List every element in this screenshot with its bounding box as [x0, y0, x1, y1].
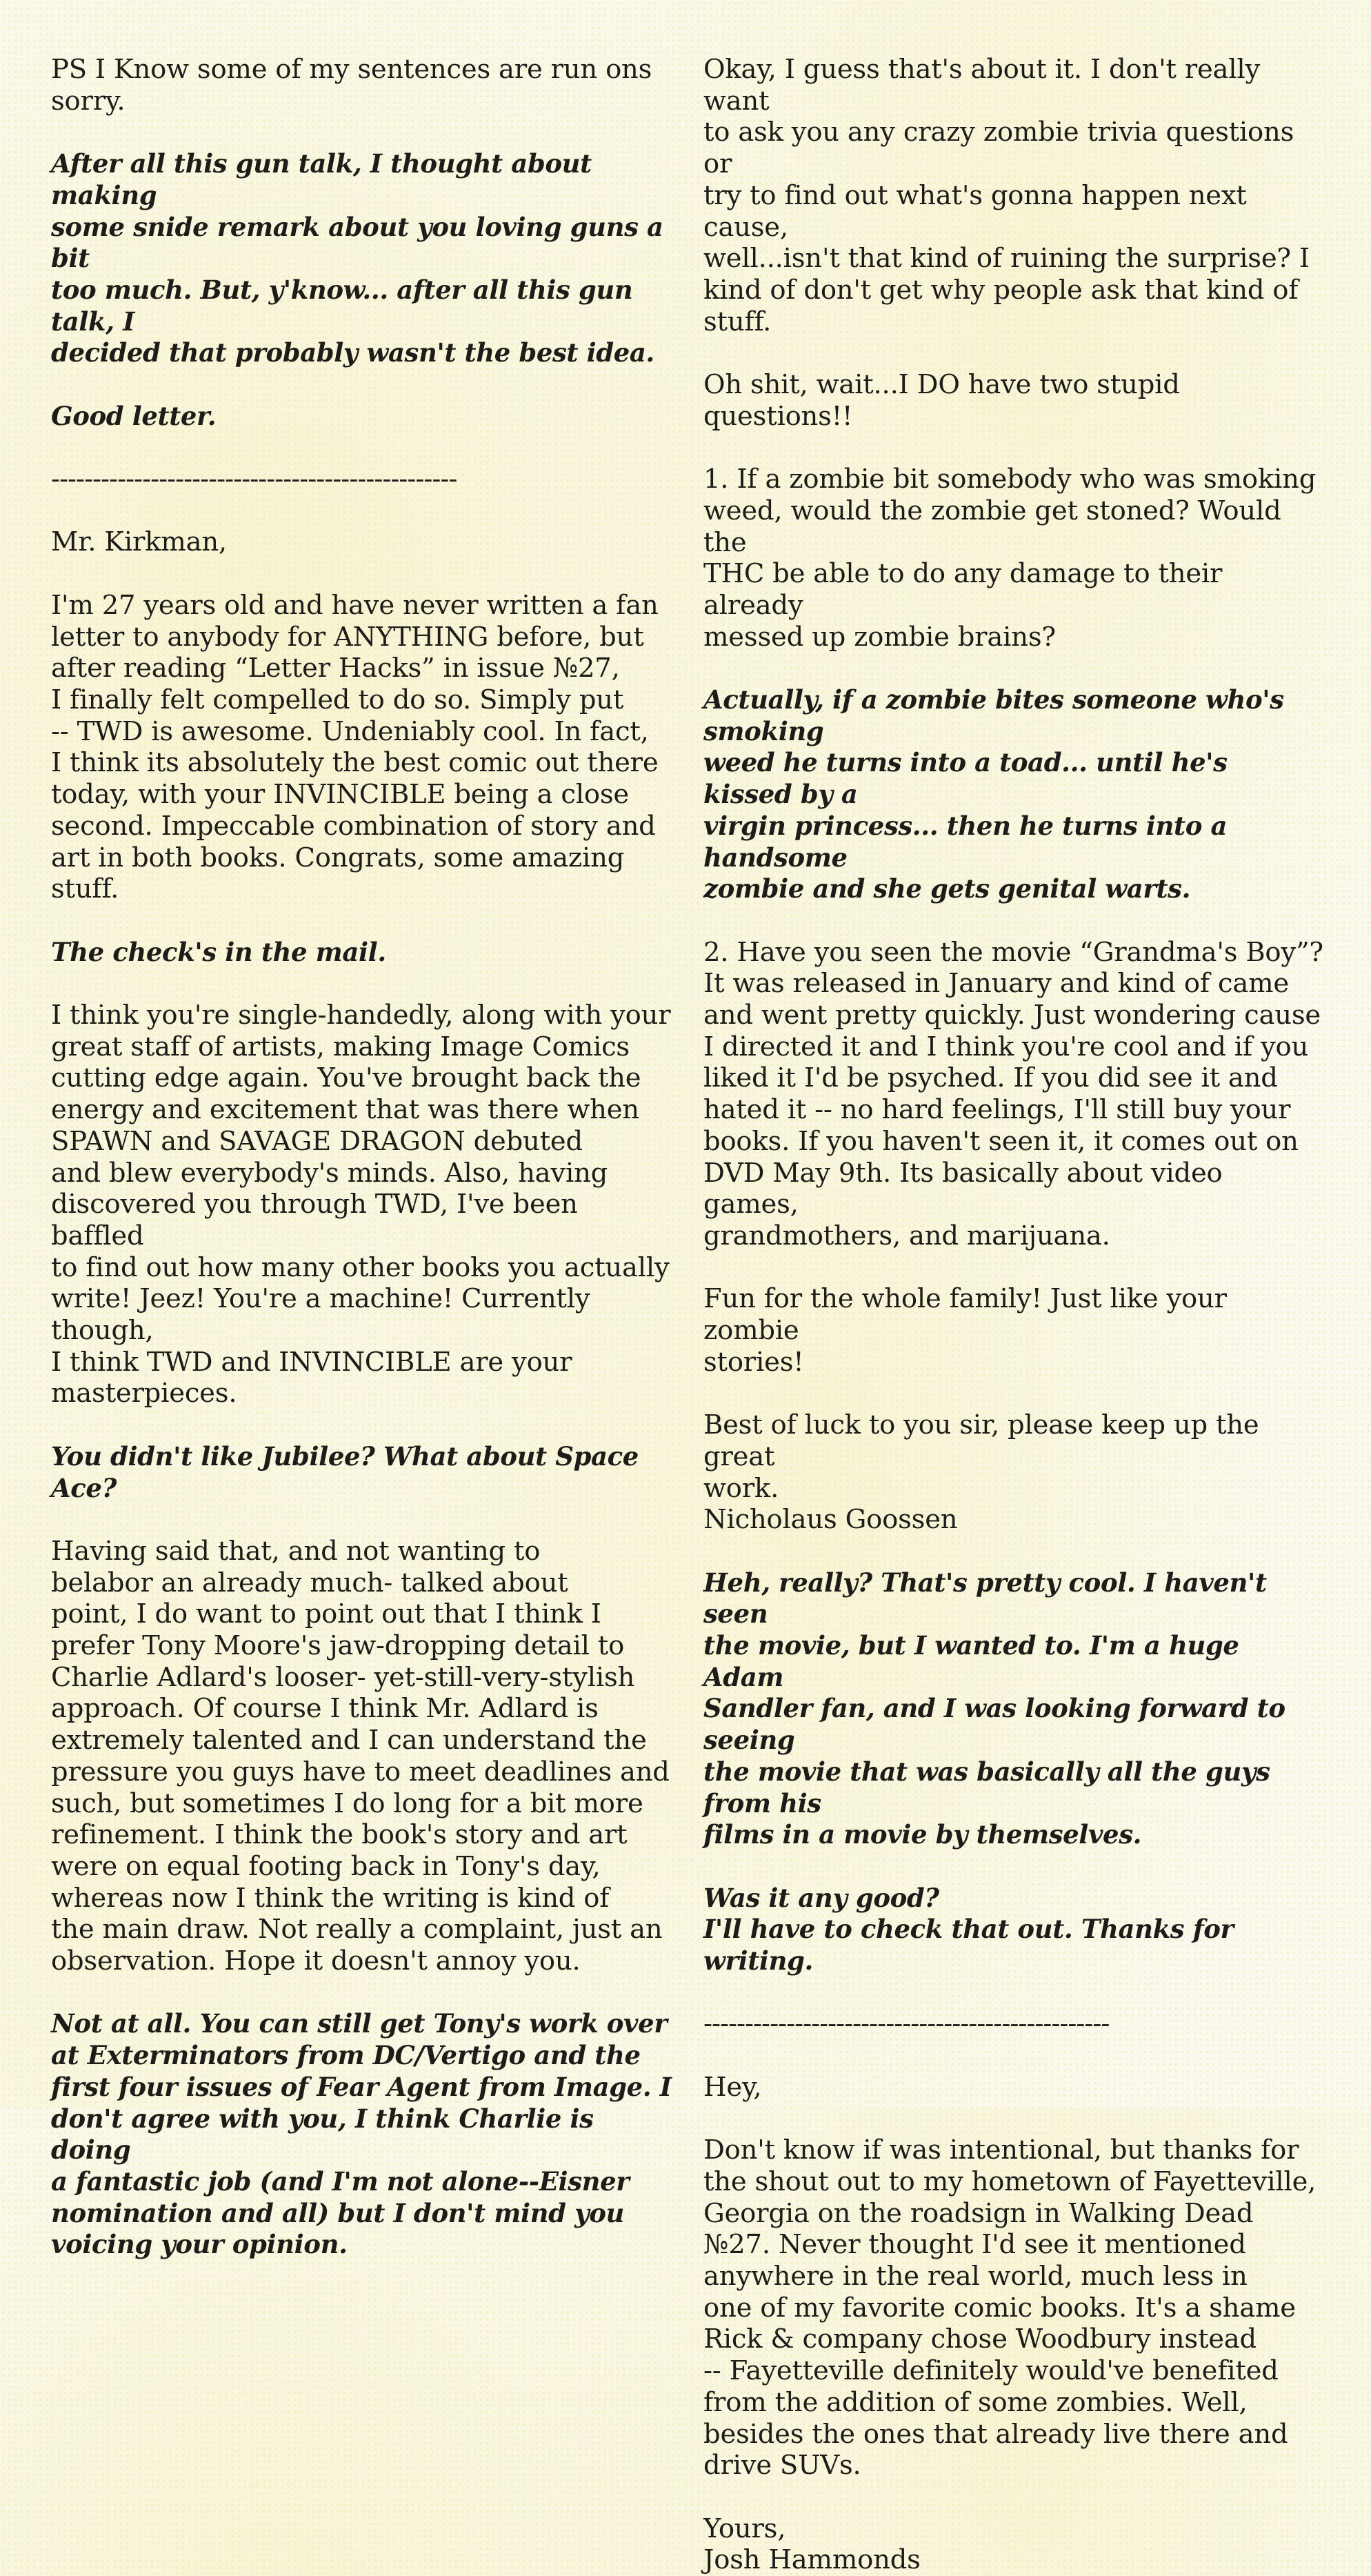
letter-paragraph: Oh shit, wait...I DO have two stupid questions!! — [703, 369, 1180, 432]
letter-paragraph: Okay, I guess that's about it. I don't really want to ask you any crazy zombie trivia questions or try to find out what's gonna happen next cause, well...isn't that kind of ruining the surprise? I kind of don't get why people ask that kind of stuff. — [703, 54, 1310, 337]
letter-divider: ------------------------------------------------- — [703, 2008, 1110, 2040]
letters-column-left — [51, 54, 672, 2292]
editor-reply-any-good: Was it any good? I'll have to check that out. Thanks for writing. — [703, 1882, 1234, 1976]
editor-reply-jubilee: You didn't like Jubilee? What about Space Ace? — [51, 1440, 639, 1503]
letter-paragraph: Having said that, and not wanting to belabor an already much- talked about point, I do want to point out that I think I prefer Tony Moore's jaw-dropping detail to Charlie Adlard's looser- yet-still-very-stylish approach. Of course I think Mr. Adlard is extremely talented and I can understand the pressure you guys have to meet deadlines and such, but sometimes I do long for a bit more refinement. I think the book's story and art were on equal footing back in Tony's day, whereas now I think the writing is kind of the main draw. Not really a complaint, just an observation. Hope it doesn't annoy you. — [51, 1535, 670, 1977]
letter-question-1: 1. If a zombie bit somebody who was smoking weed, would the zombie get stoned? Would the THC be able to do any damage to their already messed up zombie brains? — [703, 464, 1317, 653]
letter-signoff: Yours, Josh Hammonds — [703, 2513, 921, 2576]
letter-paragraph: Fun for the whole family! Just like your zombie stories! — [703, 1283, 1227, 1378]
editor-reply-good-letter: Good letter. — [51, 400, 217, 431]
letter-paragraph: I'm 27 years old and have never written a fan letter to anybody for ANYTHING before, but after reading “Letter Hacks” in issue №27, I finally felt compelled to do so. Simply put -- TWD is awesome. Undeniably cool. In fact, I think its absolutely the best comic out there today, with your INVINCIBLE being a close second. Impeccable combination of story and art in both books. Congrats, some amazing stuff. — [51, 589, 659, 905]
editor-reply-toad: Actually, if a zombie bites someone who's smoking weed he turns into a toad... until he's kissed by a virgin princess... then he turns into a handsome zombie and she gets genital warts. — [703, 684, 1284, 904]
editor-reply-check: The check's in the mail. — [51, 936, 386, 967]
ps-note: PS I Know some of my sentences are run ons sorry. — [51, 54, 652, 117]
letter-divider: ------------------------------------------------- — [51, 464, 457, 495]
letter-salutation: Hey, — [703, 2071, 762, 2103]
letter-closing: Best of luck to you sir, please keep up the great work. Nicholaus Goossen — [703, 1409, 1259, 1536]
letter-salutation: Mr. Kirkman, — [51, 526, 227, 558]
letter-question-2: 2. Have you seen the movie “Grandma's Boy”? It was released in January and kind of came and went pretty quickly. Just wondering cause I directed it and I think you're cool and if you liked it I'd be psyched. If you did see it and hated it -- no hard feelings, I'll still buy your books. If you haven't seen it, it comes out on DVD May 9th. Its basically about video games, grandmothers, and marijuana. — [703, 936, 1323, 1251]
letter-paragraph: Don't know if was intentional, but thanks for the shout out to my hometown of Fayetteville, Georgia on the roadsign in Walking Dead №27. Never thought I'd see it mentioned anywhere in the real world, much less in one of my favorite comic books. It's a shame Rick & company chose Woodbury instead -- Fayetteville definitely would've benefited from the addition of some zombies. Well, besides the ones that already live there and drive SUVs. — [703, 2134, 1317, 2481]
editor-reply-guns: After all this gun talk, I thought about making some snide remark about you loving guns a bit too much. But, y'know... after all this gun talk, I decided that probably wasn't the best idea. — [51, 148, 663, 368]
editor-reply-heh: Heh, really? That's pretty cool. I haven't seen the movie, but I wanted to. I'm a huge Adam Sandler fan, and I was looking forward to seeing the movie that was basically all the guys from his films in a movie by themselves. — [703, 1567, 1285, 1850]
letters-column-right — [703, 54, 1324, 2576]
editor-reply-not-at-all: Not at all. You can still get Tony's work over at Exterminators from DC/Vertigo and the first four issues of Fear Agent from Image. I don't agree with you, I think Charlie is doing a fantastic job (and I'm not alone--Eisner nomination and all) but I don't mind you voicing your opinion. — [51, 2008, 672, 2260]
letter-paragraph: I think you're single-handedly, along with your great staff of artists, making Image Comics cutting edge again. You've brought back the energy and excitement that was there when SPAWN and SAVAGE DRAGON debuted and blew everybody's minds. Also, having discovered you through TWD, I've been baffled to find out how many other books you actually write! Jeez! You're a machine! Currently though, I think TWD and INVINCIBLE are your masterpieces. — [51, 999, 671, 1409]
